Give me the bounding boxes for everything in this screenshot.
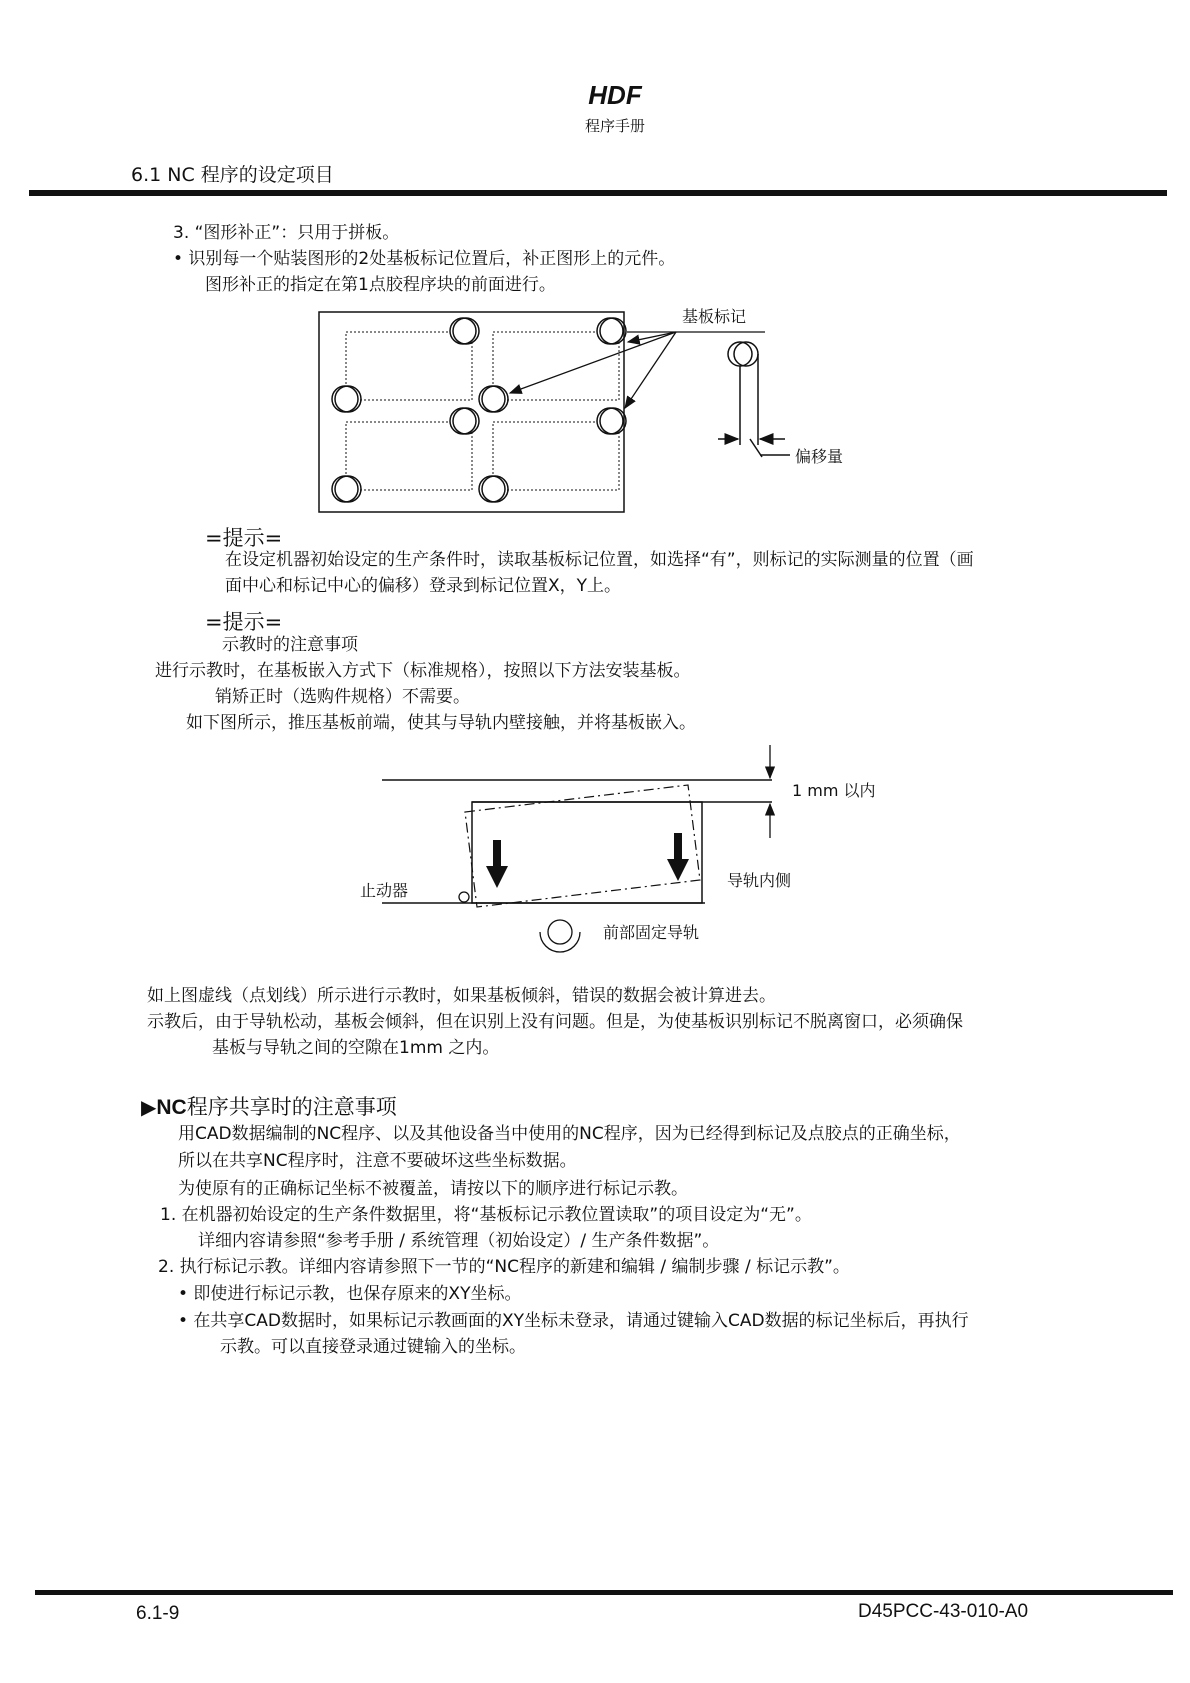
nc-share-p3: 为使原有的正确标记坐标不被覆盖，请按以下的顺序进行标记示教。 (178, 1179, 688, 1199)
header-rule (29, 190, 1167, 196)
tip2-line1: 示教时的注意事项 (222, 635, 358, 655)
nc-share-step1: 1. 在机器初始设定的生产条件数据里，将“基板标记示教位置读取”的项目设定为“无”。 (160, 1205, 812, 1225)
item3-heading: 3. “图形补正”：只用于拼板。 (173, 223, 400, 243)
rail-insertion-diagram (360, 740, 920, 955)
item3-line2: 图形补正的指定在第1点胶程序块的前面进行。 (205, 275, 556, 295)
nc-share-bullet2: • 在共享CAD数据时，如果标记示教画面的XY坐标未登录，请通过键输入CAD数据的标记坐标后，再执行 (178, 1311, 969, 1331)
document-id: D45PCC-43-010-A0 (858, 1601, 1029, 1622)
nc-share-heading: ▶NC程序共享时的注意事项 (141, 1095, 397, 1119)
offset-label: 偏移量 (795, 447, 844, 466)
tip2-line3: 销矫正时（选购件规格）不需要。 (215, 687, 470, 707)
tip1-heading: =提示= (205, 526, 283, 550)
nc-share-p1: 用CAD数据编制的NC程序、以及其他设备当中使用的NC程序，因为已经得到标记及点胶点的正确坐标， (178, 1124, 961, 1144)
tip2-line4: 如下图所示，推压基板前端，使其与导轨内壁接触，并将基板嵌入。 (186, 713, 696, 733)
tip1-line2: 面中心和标记中心的偏移）登录到标记位置X，Y上。 (225, 576, 622, 596)
tip2-heading: =提示= (205, 610, 283, 634)
mark-label: 基板标记 (682, 307, 747, 326)
front-rail-symbol (540, 920, 580, 952)
gap-label: 1 mm 以内 (792, 781, 876, 800)
push-arrows (486, 833, 689, 888)
mark-arrows (510, 332, 765, 408)
board-correct (472, 802, 702, 903)
nc-share-step1-ref: 详细内容请参照“参考手册 / 系统管理（初始设定）/ 生产条件数据”。 (198, 1231, 720, 1251)
pattern-boxes (346, 332, 619, 490)
rail-inner-label: 导轨内侧 (727, 871, 792, 890)
nc-share-bullet1: • 即使进行标记示教，也保存原来的XY坐标。 (178, 1284, 522, 1304)
page-number: 6.1-9 (136, 1603, 180, 1624)
triangle-icon: ▶ (141, 1095, 157, 1119)
offset-detail (718, 342, 790, 457)
stopper-label: 止动器 (360, 881, 409, 900)
section-title: 6.1 NC 程序的设定项目 (131, 164, 334, 186)
footer-rule (35, 1590, 1173, 1595)
doc-title: HDF (588, 80, 642, 110)
tip1-line1: 在设定机器初始设定的生产条件时，读取基板标记位置，如选择“有”，则标记的实际测量的位置（画 (225, 550, 974, 570)
nc-share-bullet2-cont: 示教。可以直接登录通过键输入的坐标。 (220, 1337, 526, 1357)
tip2-line2: 进行示教时，在基板嵌入方式下（标准规格），按照以下方法安装基板。 (155, 661, 691, 681)
after-fig-line2: 示教后，由于导轨松动，基板会倾斜，但在识别上没有问题。但是，为使基板识别标记不脱离窗口，必须确保 (147, 1012, 963, 1032)
after-fig-line3: 基板与导轨之间的空隙在1mm 之内。 (212, 1038, 500, 1058)
stopper (459, 892, 469, 902)
item3-bullet: • 识别每一个贴装图形的2处基板标记位置后，补正图形上的元件。 (173, 249, 676, 269)
front-rail-label: 前部固定导轨 (603, 923, 700, 942)
nc-share-step2: 2. 执行标记示教。详细内容请参照下一节的“NC程序的新建和编辑 / 编制步骤 / 标记示教”。 (158, 1257, 850, 1277)
after-fig-line1: 如上图虚线（点划线）所示进行示教时，如果基板倾斜，错误的数据会被计算进去。 (147, 986, 776, 1006)
panel-mark-diagram (310, 300, 870, 520)
board-marks (332, 318, 626, 502)
doc-subtitle: 程序手册 (584, 117, 645, 135)
nc-share-p2: 所以在共享NC程序时，注意不要破坏这些坐标数据。 (178, 1151, 577, 1171)
